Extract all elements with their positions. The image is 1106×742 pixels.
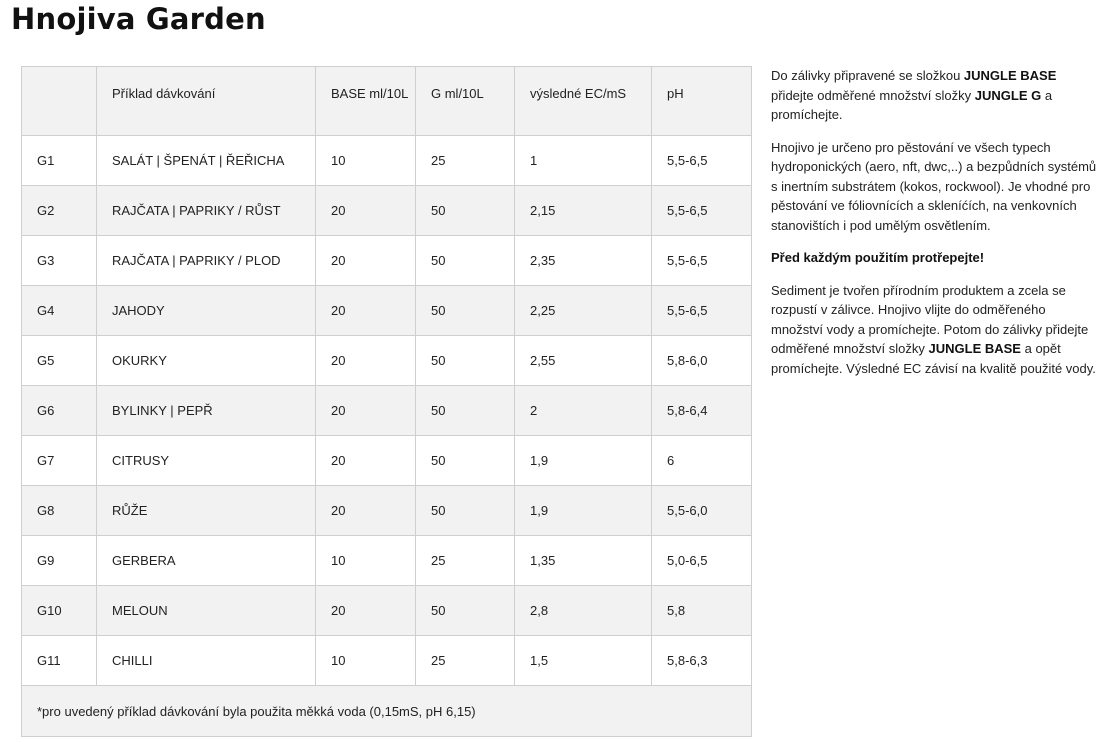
description-panel bbox=[771, 66, 1101, 391]
header-ec: výsledné EC/mS bbox=[515, 67, 652, 136]
cell-ec: 1,5 bbox=[515, 636, 652, 686]
intro-text-2: přidejte odměřené množství složky bbox=[771, 87, 975, 103]
cell-example: CITRUSY bbox=[97, 436, 316, 486]
cell-base: 20 bbox=[316, 336, 416, 386]
cell-example: GERBERA bbox=[97, 536, 316, 586]
cell-g: 50 bbox=[416, 186, 515, 236]
cell-example: BYLINKY | PEPŘ bbox=[97, 386, 316, 436]
cell-id: G2 bbox=[22, 186, 97, 236]
table-row bbox=[22, 186, 752, 236]
cell-id: G11 bbox=[22, 636, 97, 686]
cell-id: G3 bbox=[22, 236, 97, 286]
cell-ec: 1,35 bbox=[515, 536, 652, 586]
instructions-paragraph bbox=[771, 281, 1101, 379]
table-header-row bbox=[22, 67, 752, 136]
header-ph: pH bbox=[652, 67, 752, 136]
jungle-base-label: JUNGLE BASE bbox=[963, 68, 1057, 83]
cell-ph: 5,5-6,5 bbox=[652, 286, 752, 336]
cell-ec: 1,9 bbox=[515, 436, 652, 486]
cell-ph: 5,5-6,5 bbox=[652, 236, 752, 286]
jungle-base-label: JUNGLE BASE bbox=[928, 341, 1021, 356]
cell-g: 25 bbox=[416, 536, 515, 586]
usage-paragraph: Hnojivo je určeno pro pěstování ve všech typech hydroponických (aero, nft, dwc,..) a bezpůdních systémů s inertním substrátem (kokos, rockwool). Je vhodné pro pěstování ve fóliovnících a skleníćích, na venkovních stanovištích i pod umělým osvětlením. bbox=[771, 139, 1097, 233]
cell-ph: 5,8-6,4 bbox=[652, 386, 752, 436]
table-row bbox=[22, 136, 752, 186]
cell-g: 50 bbox=[416, 336, 515, 386]
jungle-g-label: JUNGLE G bbox=[974, 87, 1042, 103]
cell-ph: 6 bbox=[652, 436, 752, 486]
page-title: Hnojiva Garden bbox=[11, 2, 266, 36]
cell-ec: 2,25 bbox=[515, 286, 652, 336]
cell-example: JAHODY bbox=[97, 286, 316, 336]
table-row bbox=[22, 436, 752, 486]
cell-id: G5 bbox=[22, 336, 97, 386]
cell-id: G4 bbox=[22, 286, 97, 336]
instructions-text-1: Sediment je tvořen přírodním produktem a zcela se rozpustí v zálivce. Hnojivo vlijte do odměřeného množství vody a promíchejte. Potom do zálivky přidejte odměřené množství složky bbox=[771, 282, 1089, 356]
cell-base: 20 bbox=[316, 586, 416, 636]
cell-g: 50 bbox=[416, 436, 515, 486]
table-row bbox=[22, 236, 752, 286]
intro-paragraph bbox=[771, 66, 1101, 125]
cell-base: 20 bbox=[316, 186, 416, 236]
table-row bbox=[22, 386, 752, 436]
cell-ph: 5,8-6,3 bbox=[652, 636, 752, 686]
cell-ph: 5,5-6,0 bbox=[652, 486, 752, 536]
intro-text-1: Do zálivky připravené se složkou bbox=[771, 68, 964, 83]
table-row bbox=[22, 486, 752, 536]
cell-base: 10 bbox=[316, 536, 416, 586]
table-row bbox=[22, 286, 752, 336]
cell-g: 25 bbox=[416, 636, 515, 686]
cell-id: G7 bbox=[22, 436, 97, 486]
table-footnote-row bbox=[22, 686, 752, 737]
cell-ph: 5,8-6,0 bbox=[652, 336, 752, 386]
header-id bbox=[22, 67, 97, 136]
cell-ph: 5,8 bbox=[652, 586, 752, 636]
table-row bbox=[22, 536, 752, 586]
cell-ph: 5,0-6,5 bbox=[652, 536, 752, 586]
cell-ec: 1,9 bbox=[515, 486, 652, 536]
cell-g: 50 bbox=[416, 386, 515, 436]
cell-example: RAJČATA | PAPRIKY / RŮST bbox=[97, 186, 316, 236]
cell-example: RAJČATA | PAPRIKY / PLOD bbox=[97, 236, 316, 286]
table-row bbox=[22, 636, 752, 686]
cell-base: 20 bbox=[316, 386, 416, 436]
header-g: G ml/10L bbox=[416, 67, 515, 136]
cell-base: 10 bbox=[316, 636, 416, 686]
cell-g: 50 bbox=[416, 486, 515, 536]
cell-example: OKURKY bbox=[97, 336, 316, 386]
cell-ec: 2,35 bbox=[515, 236, 652, 286]
shake-warning-text: Před každým použitím protřepejte! bbox=[771, 250, 985, 265]
table-row bbox=[22, 586, 752, 636]
cell-example: RŮŽE bbox=[97, 486, 316, 536]
table-footnote: *pro uvedený příklad dávkování byla použita měkká voda (0,15mS, pH 6,15) bbox=[22, 686, 752, 737]
cell-ec: 1 bbox=[515, 136, 652, 186]
cell-g: 50 bbox=[416, 586, 515, 636]
cell-base: 20 bbox=[316, 486, 416, 536]
cell-id: G10 bbox=[22, 586, 97, 636]
cell-g: 25 bbox=[416, 136, 515, 186]
cell-ph: 5,5-6,5 bbox=[652, 136, 752, 186]
intro-text-3: a promíchejte. bbox=[771, 87, 1053, 122]
cell-example: CHILLI bbox=[97, 636, 316, 686]
dosage-table-container bbox=[21, 66, 751, 737]
cell-ec: 2,8 bbox=[515, 586, 652, 636]
cell-id: G9 bbox=[22, 536, 97, 586]
cell-g: 50 bbox=[416, 236, 515, 286]
cell-id: G6 bbox=[22, 386, 97, 436]
cell-example: MELOUN bbox=[97, 586, 316, 636]
cell-base: 20 bbox=[316, 236, 416, 286]
cell-example: SALÁT | ŠPENÁT | ŘEŘICHA bbox=[97, 136, 316, 186]
shake-warning bbox=[771, 248, 1101, 268]
cell-base: 10 bbox=[316, 136, 416, 186]
header-base: BASE ml/10L bbox=[316, 67, 416, 136]
cell-ec: 2,55 bbox=[515, 336, 652, 386]
cell-ec: 2 bbox=[515, 386, 652, 436]
cell-ec: 2,15 bbox=[515, 186, 652, 236]
cell-base: 20 bbox=[316, 436, 416, 486]
instructions-text-2: a opět promíchejte. Výsledné EC závisí na kvalitě použité vody. bbox=[771, 341, 1096, 376]
header-example: Příklad dávkování bbox=[97, 67, 316, 136]
cell-id: G8 bbox=[22, 486, 97, 536]
table-row bbox=[22, 336, 752, 386]
dosage-table bbox=[21, 66, 752, 737]
cell-g: 50 bbox=[416, 286, 515, 336]
cell-id: G1 bbox=[22, 136, 97, 186]
cell-base: 20 bbox=[316, 286, 416, 336]
cell-ph: 5,5-6,5 bbox=[652, 186, 752, 236]
